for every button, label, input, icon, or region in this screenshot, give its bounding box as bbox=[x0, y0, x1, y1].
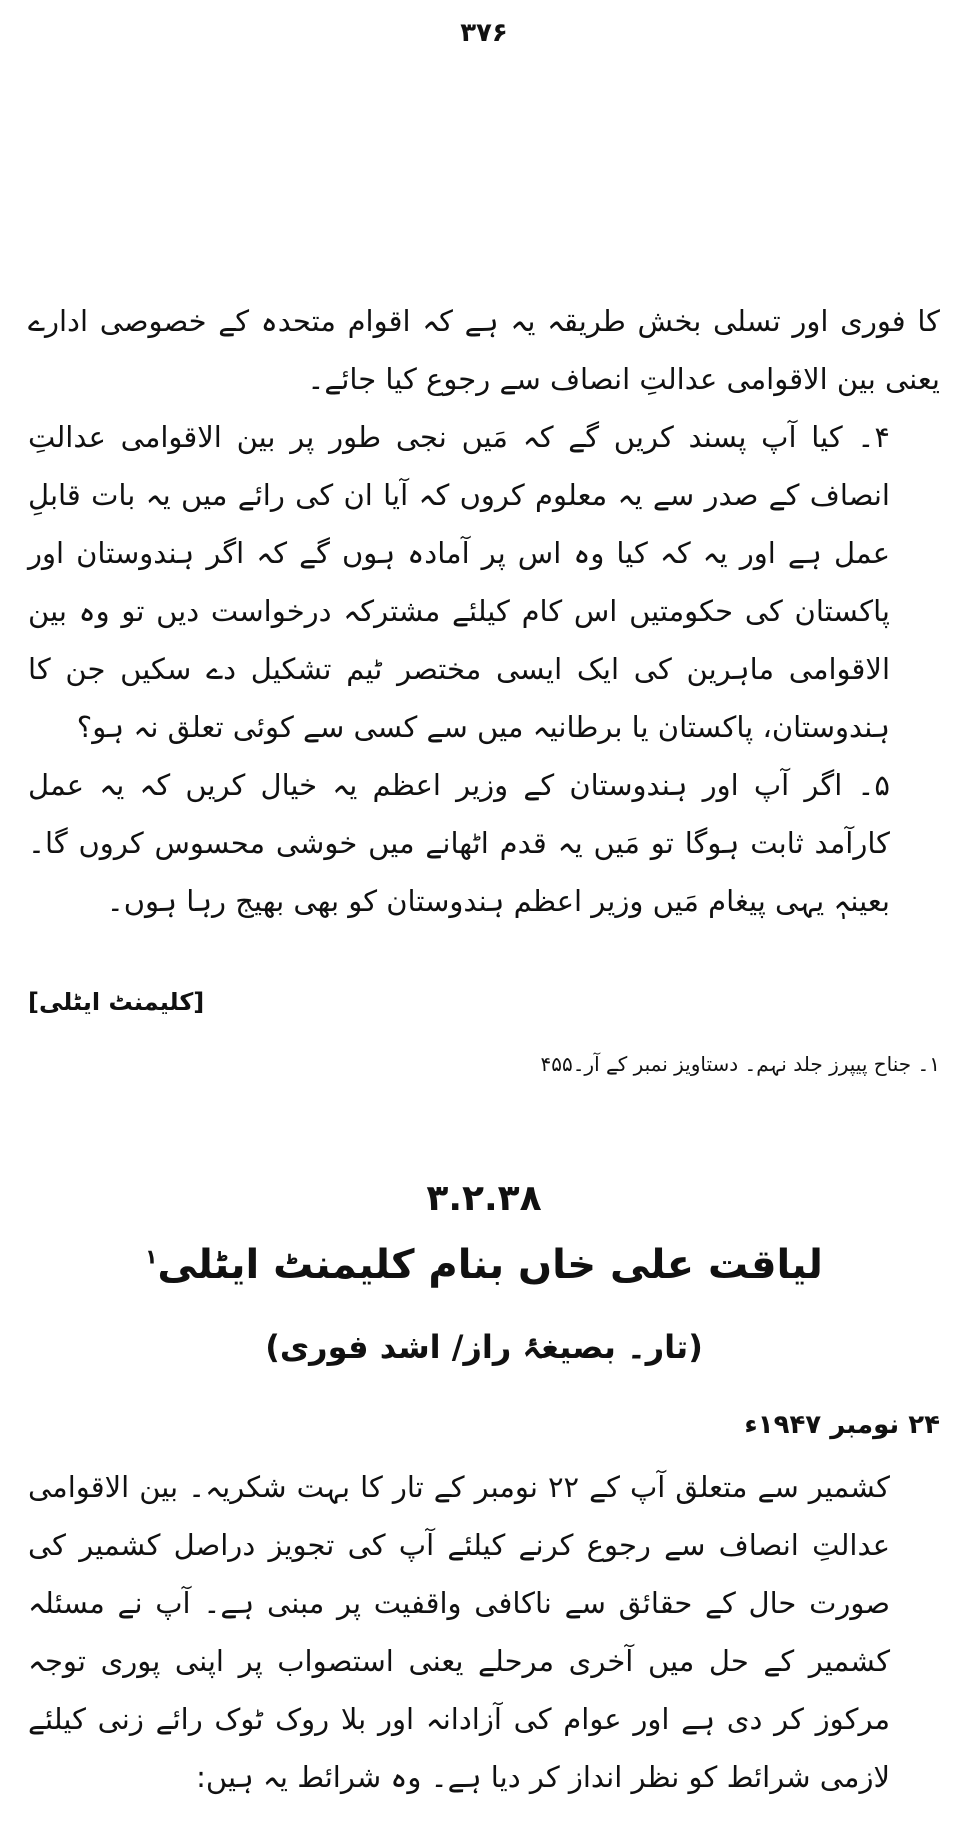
letter-body bbox=[28, 292, 940, 930]
telegram-body bbox=[28, 1458, 940, 1806]
document-subtitle: (تار۔ بصیغۂ راز/ اشد فوری) bbox=[265, 1328, 703, 1366]
title-footnote-marker: ۱ bbox=[145, 1244, 158, 1269]
paragraph: کشمیر سے متعلق آپ کے ۲۲ نومبر کے تار کا بہت شکریہ۔ بین الاقوامی عدالتِ انصاف سے رجوع کرنے کیلئے آپ کی تجویز دراصل کشمیر کی صورت حال کے حقائق سے ناکافی واقفیت پر مبنی ہے۔ آپ نے مسئلہ کشمیر کے حل میں آخری مرحلے یعنی استصواب پر اپنی پوری توجہ مرکوز کر دی ہے اور عوام کی آزادانہ اور بلا روک ٹوک رائے زنی کیلئے لازمی شرائط کو نظر انداز کر دیا ہے۔ وہ شرائط یہ ہیں: bbox=[28, 1470, 890, 1794]
signature: [کلیمنٹ ایٹلی] bbox=[28, 988, 205, 1016]
footnote: ۱۔ جناح پیپرز جلد نہم۔ دستاویز نمبر کے آر۔۴۵۵ bbox=[540, 1052, 940, 1076]
document-title bbox=[0, 1242, 968, 1288]
paragraph: ۵۔ اگر آپ اور ہندوستان کے وزیر اعظم یہ خیال کریں کہ یہ عمل کارآمد ثابت ہوگا تو مَیں یہ قدم اٹھانے میں خوشی محسوس کروں گا۔ بعینہٖ یہی پیغام مَیں وزیر اعظم ہندوستان کو بھی بھیج رہا ہوں۔ bbox=[28, 768, 890, 918]
document-title-text: لیاقت علی خاں بنام کلیمنٹ ایٹلی bbox=[157, 1242, 823, 1288]
paragraph: کا فوری اور تسلی بخش طریقہ یہ ہے کہ اقوام متحدہ کے خصوصی ادارے یعنی بین الاقوامی عدالتِ انصاف سے رجوع کیا جائے۔ bbox=[28, 304, 940, 396]
document-date: ۲۴ نومبر ۱۹۴۷ء bbox=[744, 1410, 940, 1440]
page-number: ۳۷۶ bbox=[460, 18, 508, 48]
paragraph: ۴۔ کیا آپ پسند کریں گے کہ مَیں نجی طور پر بین الاقوامی عدالتِ انصاف کے صدر سے یہ معلوم کروں کہ آیا ان کی رائے میں یہ بات قابلِ عمل ہے اور یہ کہ کیا وہ اس پر آمادہ ہوں گے کہ اگر ہندوستان اور پاکستان کی حکومتیں اس کام کیلئے مشترکہ درخواست دیں تو وہ بین الاقوامی ماہرین کی ایک ایسی مختصر ٹیم تشکیل دے سکیں جن کا ہندوستان، پاکستان یا برطانیہ میں سے کسی سے کوئی تعلق نہ ہو؟ bbox=[28, 420, 890, 744]
document-number: ۳.۲.۳۸ bbox=[426, 1178, 542, 1219]
